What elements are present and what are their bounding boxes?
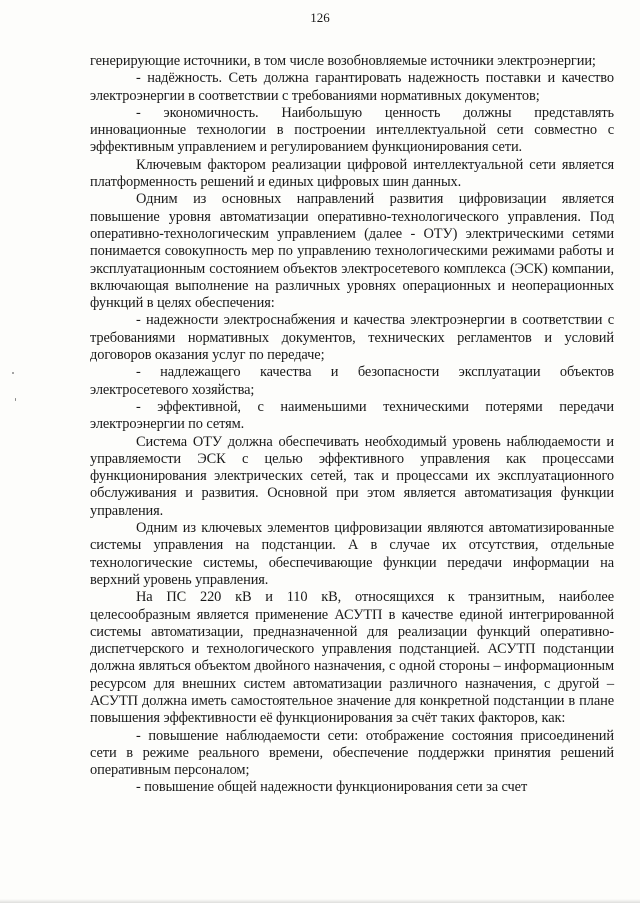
paragraph-10: Одним из ключевых элементов цифровизации являются автоматизированные системы управления на подстанции. А в случае их отсутствия, отдельные технологические системы, обеспечивающие функции передачи информации на верхний уровень управления. xyxy=(90,520,614,588)
paragraph-3: - экономичность. Наибольшую ценность должны представлять инновационные технологии в построении интеллектуальной сети совместно с эффективным управлением и регулированием функционирования сети. xyxy=(90,104,614,156)
paragraph-7: - надлежащего качества и безопасности эксплуатации объектов электросетевого хозяйства; xyxy=(90,364,614,398)
paragraph-13: - повышение общей надежности функционирования сети за счет xyxy=(136,779,528,796)
paragraph-12: - повышение наблюдаемости сети: отображение состояния присоединений сети в режиме реального времени, обеспечение поддержки принятия решений оперативным персоналом; xyxy=(90,727,614,779)
scan-edge-shadow xyxy=(0,899,640,903)
paragraph-6: - надежности электроснабжения и качества электроэнергии в соответствии с требованиями нормативных документов, технических регламентов и условий договоров оказания услуг по передаче; xyxy=(90,312,614,364)
paragraph-5: Одним из основных направлений развития цифровизации является повышение уровня автоматизации оперативно-технологического управления. Под оперативно-технологическим управлением (далее - ОТУ) электрическими сетями понимается совокупность мер по управлению технологическими режимами работы и эксплуатационным состоянием объектов электросетевого комплекса (ЭСК) компании, включающая выполнение на различных уровнях операционных и неоперационных функций в целях обеспечения: xyxy=(90,191,614,312)
paragraph-11: На ПС 220 кВ и 110 кВ, относящихся к транзитным, наиболее целесообразным является применение АСУТП в качестве единой интегрированной системы автоматизации, предназначенной для реализации функций оперативно-диспетчерского и технологического управления подстанцией. АСУТП подстанции должна являться объектом двойного назначения, с одной стороны – информационным ресурсом для внешних систем автоматизации различного назначения, с другой – АСУТП должна иметь самостоятельное значение для конкретной подстанции в плане повышения эффективности её функционирования за счёт таких факторов, как: xyxy=(90,589,614,727)
paragraph-9: Система ОТУ должна обеспечивать необходимый уровень наблюдаемости и управляемости ЭСК с целью эффективного управления как процессами функционирования электрических сетей, так и процессами их эксплуатационного обслуживания и развития. Основной при этом является автоматизация функции управления. xyxy=(90,433,614,519)
paragraph-2: - надёжность. Сеть должна гарантировать надежность поставки и качество электроэнергии в соответствии с требованиями нормативных документов; xyxy=(90,70,614,104)
scan-speck xyxy=(15,398,16,401)
page-number: 126 xyxy=(310,10,330,25)
scan-speck xyxy=(12,372,14,374)
document-body xyxy=(90,53,614,797)
paragraph-1: генерирующие источники, в том числе возобновляемые источники электроэнергии; xyxy=(90,53,596,69)
paragraph-8: - эффективной, с наименьшими техническими потерями передачи электроэнергии по сетям. xyxy=(90,398,614,433)
paragraph-4: Ключевым фактором реализации цифровой интеллектуальной сети является платформенность решений и единых цифровых шин данных. xyxy=(90,156,614,191)
